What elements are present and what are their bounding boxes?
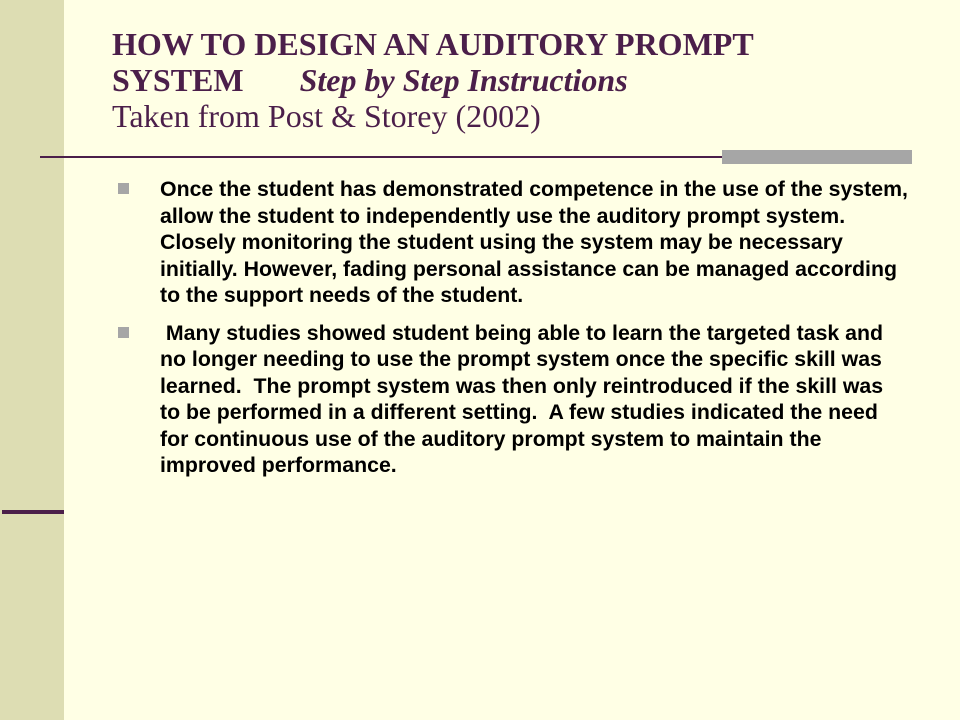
left-accent-line	[2, 510, 64, 514]
bullet-text: Many studies showed student being able to learn the targeted task and no longer needing to use the prompt system once the specific skill was learned. The prompt system was then only reintroduced if the skill was to be performed in a different setting. A few studies indicated the need for continuous use of the auditory prompt system to maintain the improved performance.	[160, 320, 890, 477]
title-source: Taken from Post & Storey (2002)	[112, 98, 541, 134]
bullet-item	[118, 176, 908, 309]
title-underline-accent	[722, 150, 912, 164]
left-decorative-bar	[0, 0, 64, 720]
title-main: HOW TO DESIGN AN AUDITORY PROMPT SYSTEM	[112, 26, 754, 98]
bullet-list	[118, 176, 908, 490]
bullet-text: Once the student has demonstrated competence in the use of the system, allow the student to independently use the auditory prompt system. Closely monitoring the student using the system may be necessary initially. However, fading personal assistance can be managed according to the support needs of the student.	[160, 177, 908, 307]
square-bullet-icon	[118, 183, 129, 194]
slide-title	[112, 26, 912, 134]
square-bullet-icon	[118, 327, 129, 338]
bullet-item	[118, 320, 908, 479]
title-subtitle: Step by Step Instructions	[299, 62, 628, 98]
